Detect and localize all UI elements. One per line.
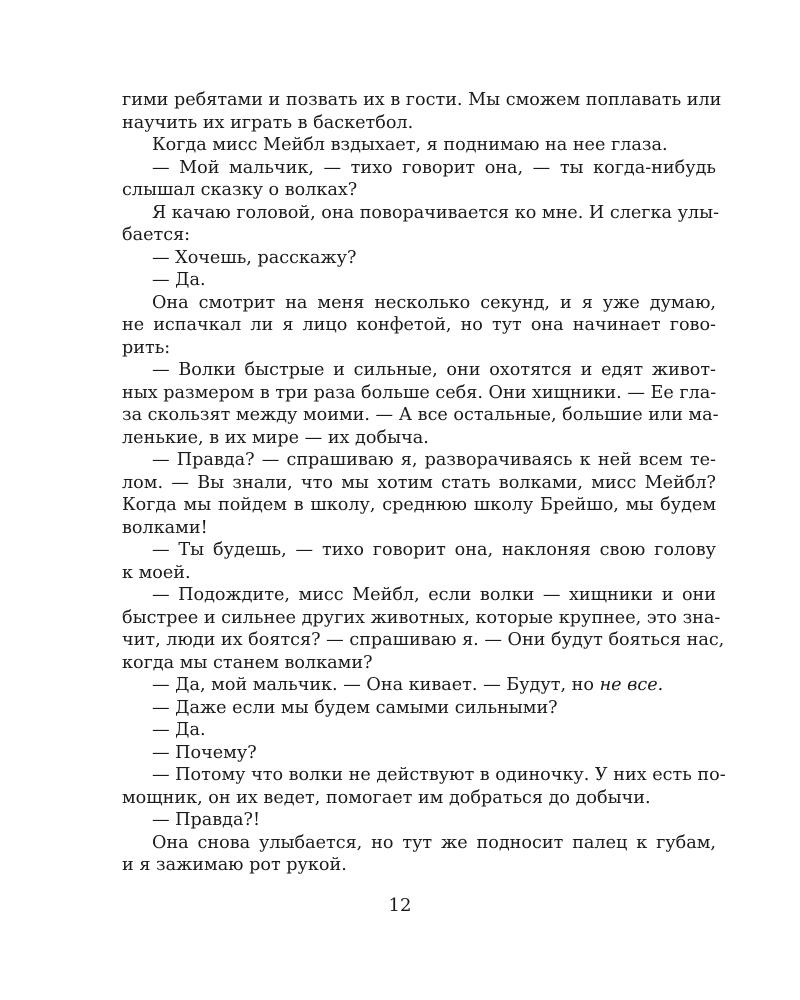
- text-line: — Подождите, мисс Мейбл, если волки — хищники и они: [152, 585, 716, 605]
- text-line: Когда мисс Мейбл вздыхает, я поднимаю на нее глаза.: [152, 135, 668, 155]
- text-line: — Правда?!: [152, 810, 261, 830]
- text-line: — Да.: [152, 270, 206, 290]
- body-text: [122, 89, 726, 877]
- text-line: — Да.: [152, 720, 206, 740]
- text-line: научить их играть в баскетбол.: [122, 112, 414, 133]
- text-line: волками!: [122, 517, 208, 538]
- text-line: чит, люди их боятся? — спрашиваю я. — Они будут бояться нас,: [122, 630, 725, 650]
- text-line: бается:: [122, 225, 191, 245]
- text-line: Она смотрит на меня несколько секунд, и я уже думаю,: [152, 292, 716, 313]
- text-line: мощник, он их ведет, помогает им добраться до добычи.: [122, 787, 651, 808]
- text-line: [122, 674, 716, 697]
- text-line: лом. — Вы знали, что мы хотим стать волками, мисс Мейбл?: [122, 472, 716, 493]
- text-line: — Мой мальчик, — тихо говорит она, — ты когда-нибудь: [152, 157, 716, 178]
- text-line: — Правда? — спрашиваю я, разворачиваясь к ней всем те-: [152, 450, 716, 470]
- text-line: — Даже если мы будем самыми сильными?: [152, 697, 558, 718]
- text-line: слышал сказку о волках?: [122, 180, 358, 200]
- page-number: 12: [388, 895, 412, 916]
- text-line: — Почему?: [152, 742, 257, 763]
- text-line: и я зажимаю рот рукой.: [122, 855, 347, 875]
- emphasis-text: не все.: [599, 675, 664, 695]
- text-line: не испачкал ли я лицо конфетой, но тут она начинает гово-: [122, 315, 716, 335]
- text-line: рить:: [122, 337, 171, 358]
- text-line: Я качаю головой, она поворачивается ко мне. И слегка улы-: [152, 202, 720, 223]
- text-line: — Волки быстрые и сильные, они охотятся и едят живот-: [152, 360, 716, 380]
- text-line: — Ты будешь, — тихо говорит она, наклоняя свою голову: [152, 540, 716, 560]
- text-line: ленькие, в их мире — их добыча.: [122, 427, 429, 448]
- text-line: — Потому что волки не действуют в одиночку. У них есть по-: [152, 765, 726, 785]
- text-line: к моей.: [122, 562, 191, 583]
- text-span: — Да, мой мальчик. — Она кивает. — Будут, но: [152, 675, 600, 695]
- text-line: Она снова улыбается, но тут же подносит палец к губам,: [152, 832, 716, 853]
- text-line: когда мы станем волками?: [122, 652, 373, 673]
- text-line: Когда мы пойдем в школу, среднюю школу Брейшо, мы будем: [122, 495, 716, 515]
- text-line: за скользят между моими. — А все остальные, большие или ма-: [122, 405, 719, 425]
- text-line: — Хочешь, расскажу?: [152, 247, 357, 268]
- text-line: быстрее и сильнее других животных, которые крупнее, это зна-: [122, 607, 721, 628]
- text-line: гими ребятами и позвать их в гости. Мы сможем поплавать или: [122, 90, 722, 110]
- text-line: ных размером в три раза больше себя. Они хищники. — Ее гла-: [122, 382, 717, 403]
